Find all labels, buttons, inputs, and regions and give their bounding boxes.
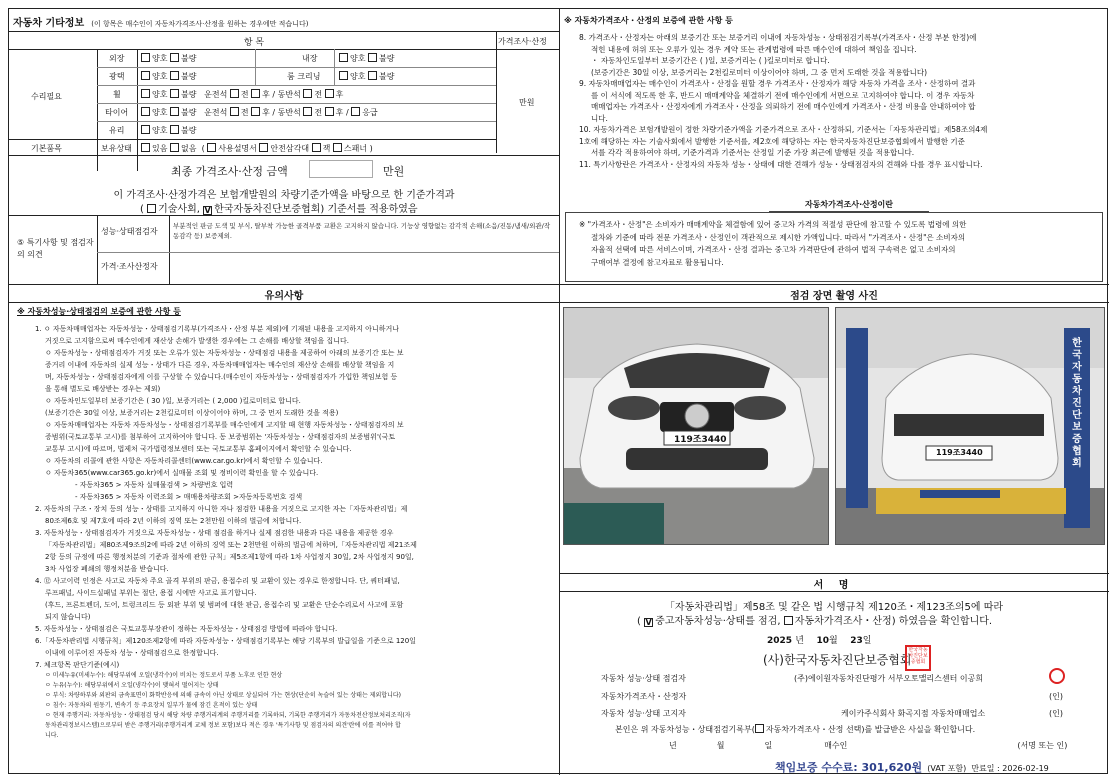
special-perf-text: 부분적인 판금 도색 및 부식, 탈부착 가능한 골격부품 교환은 고지하지 않습니다. 기능상 영향없는 감각적 손해(소음/진동/냄새/외관/작동감각 등) 보증제외. bbox=[173, 222, 551, 240]
notice-line: ㅇ 누유(누수): 해당부위에서 오일(냉각수)이 맺혀서 떨어지는 상태 bbox=[45, 682, 219, 689]
guarantee-line: 매매업자는 가격조사・산정자에게 가격조사・산정을 의뢰하기 전에 매수인에게 가격조사・산정 비용을 안내하여야 합 bbox=[591, 102, 976, 111]
notice-title: 유의사항 bbox=[264, 291, 304, 302]
row-interior: 내장 bbox=[302, 54, 318, 63]
sign-row-notifier-tail: (인) bbox=[1049, 709, 1063, 718]
sign-title: 서 명 bbox=[813, 580, 855, 591]
triangle-checkbox[interactable] bbox=[259, 143, 268, 152]
confirm-line: 본인은 위 자동차성능・상태점검기록부( 자동차가격조사・산정 선택)를 발급받은 사실을 확인합니다. bbox=[615, 725, 976, 734]
notice-line: 5. 자동차성능・상태점검은 국토교통부장관이 정하는 자동차성능・상태점검 방법에 따라야 합니다. bbox=[35, 625, 338, 633]
front-plate: 119조3440 bbox=[674, 435, 727, 445]
tire-good-checkbox[interactable] bbox=[141, 107, 150, 116]
kadwa-banner: 한국자동차진단보증협회 bbox=[1072, 338, 1082, 469]
row-exterior: 외장 bbox=[109, 54, 125, 63]
wheel-driver-rear-checkbox[interactable] bbox=[251, 89, 260, 98]
notice-line: 되지 않습니다) bbox=[45, 613, 91, 621]
row-wheel: 휠 bbox=[113, 90, 121, 99]
notice-line: 증거리 이내에 자동차의 실제 성능・상태가 다른 경우, 자동차매매업자는 매수인의 재산상 손해를 배상할 책임을 지 bbox=[45, 361, 395, 369]
price-box-title: 자동차가격조사·산정이란 bbox=[769, 199, 929, 212]
notice-line: 80조제6호 및 제7호에 따라 2년 이하의 징역 또는 2천만원 이하의 벌금에 처합니다. bbox=[45, 517, 302, 525]
wheel-bad-checkbox[interactable] bbox=[170, 89, 179, 98]
basic-have-checkbox[interactable] bbox=[141, 143, 150, 152]
kadwa-checkbox[interactable] bbox=[203, 206, 212, 215]
notice-line: 거짓으로 고지함으로써 매수인에게 재산상 손해가 발생한 경우에는 그 손해를 배상할 책임을 집니다. bbox=[45, 337, 349, 345]
front-photo bbox=[563, 307, 829, 545]
notice-line: 며, 자동차성능・상태점검자에게 이를 구상할 수 있습니다.(매수인이 자동차성능・상태점검자가 가입한 책임보험 등 bbox=[45, 373, 398, 381]
association-name: (사)한국자동차진단보증협회 bbox=[763, 653, 912, 667]
notice-line: 3차 사업장 폐쇄의 행정처분을 받습니다. bbox=[45, 565, 169, 573]
notice-line: 3. 자동차성능・상태점검자가 거짓으로 자동차성능・상태 점검을 하거나 실제 점검한 내용과 다른 내용을 제공한 경우 bbox=[35, 529, 394, 537]
wheel-passenger-front-checkbox[interactable] bbox=[303, 89, 312, 98]
rear-plate: 119조3440 bbox=[936, 448, 983, 457]
basic-items-status: 보유상태 bbox=[101, 144, 132, 153]
guarantee-line: 서를 각각 적용하여야 하며, 기준가격과 기준서는 산정일 기준 가장 최근에 발행된 것을 적용합니다. bbox=[591, 148, 915, 157]
notice-line: ㅇ 부식: 차량하부와 외판의 금속표면이 화학반응에 의해 금속이 아닌 상태로 상실되어 가는 현상(단순히 녹슬어 있는 상태는 제외합니다) bbox=[45, 692, 402, 699]
notice-line: - 자동차365 > 자동차 이력조회 > 매매용차량조회 >자동차등록번호 검색 bbox=[75, 493, 303, 501]
final-price-won: 만원 bbox=[383, 165, 405, 178]
notice-line: 「자동차관리법」제80조제9조의2에 따라 2년 이하의 징역 또는 2천만원 이하의 벌금에 처하며,「자동차관리법 제21조제 bbox=[45, 541, 417, 549]
other-info-note: (이 항목은 매수인이 자동차가격조사·산정을 원하는 경우에만 적습니다) bbox=[91, 20, 309, 28]
inspector-seal bbox=[1049, 668, 1065, 684]
notice-line: 동차관리정보시스템)으로부터 받은 주행거리(주행거리계 교체 정보 포함)보다 적은 경우 '특기사항 및 점검자의 의견'란에 이를 적어야 합 bbox=[45, 722, 401, 729]
exterior-bad-checkbox[interactable] bbox=[170, 53, 179, 62]
notice-line: 4. ⑫ 사고이력 인정은 사고로 자동차 주요 골격 부위의 판금, 용접수리 및 교환이 있는 경우로 한정합니다. 단, 쿼터패널, bbox=[35, 577, 400, 585]
wheel-driver-front-checkbox[interactable] bbox=[230, 89, 239, 98]
notice-list bbox=[35, 323, 555, 741]
price-guarantee-title: ※ 자동차가격조사・산정의 보증에 관한 사항 등 bbox=[564, 16, 733, 25]
confirm-price-checkbox[interactable] bbox=[755, 724, 764, 733]
notice-line: ㅇ 침수: 자동차의 원동기, 변속기 등 주요장치 일부가 물에 잠긴 흔적이 있는 상태 bbox=[45, 702, 258, 709]
tire-emergency-checkbox[interactable] bbox=[351, 107, 360, 116]
notice-line: ㅇ 자동차의 리콜에 관한 사항은 자동차리콜센터(www.car.go.kr)에서 확인할 수 있습니다. bbox=[45, 457, 323, 465]
sign-row-inspector-label: 자동차 성능·상태 점검자 bbox=[601, 674, 686, 683]
special-price-label: 가격·조사산정자 bbox=[101, 262, 158, 271]
other-info-title: 자동차 기타정보 bbox=[13, 18, 85, 29]
buyer-line: 년 월 일 매수인 (서명 또는 인) bbox=[669, 741, 1068, 750]
guarantee-line: 9. 자동차매매업자는 매수인이 가격조사・산정을 원할 경우 가격조사・산정자가 해당 자동차 가격을 조사・산정하여 결과 bbox=[579, 79, 976, 88]
wheel-good-checkbox[interactable] bbox=[141, 89, 150, 98]
notice-line: 교통부 고시)에 따르며, 법제처 국가법령정보센터 또는 국토교통부 홈페이지에서 확인할 수 있습니다. bbox=[45, 445, 352, 453]
glass-good-checkbox[interactable] bbox=[141, 125, 150, 134]
basic-items-label: 기본품목 bbox=[31, 144, 62, 153]
guarantee-line: 8. 가격조사・산정자는 아래의 보증기간 또는 보증거리 이내에 자동차성능・상태점검기록부(가격조사・산정 부분 한정)에 bbox=[579, 33, 977, 42]
row-polish: 광택 bbox=[109, 72, 125, 81]
final-price-input[interactable] bbox=[309, 160, 373, 178]
notice-line: 을 통해 별도로 배상받는 경우는 제외) bbox=[45, 385, 161, 393]
interior-good-checkbox[interactable] bbox=[339, 53, 348, 62]
sign-law: 「자동차관리법」제58조 및 같은 법 시행규칙 제120조・제123조의5에 따라 bbox=[664, 602, 1004, 613]
sign-date: 2025 년 10월 23일 bbox=[767, 636, 872, 646]
polish-good-checkbox[interactable] bbox=[141, 71, 150, 80]
special-perf-label: 성능·상태점검자 bbox=[101, 227, 158, 236]
tech-society-checkbox[interactable] bbox=[147, 204, 156, 213]
guarantee-line: (보증기간은 30일 이상, 보증거리는 2천킬로미터 이상이어야 하며, 그 중 먼저 도래한 것을 적용합니다) bbox=[591, 67, 928, 77]
notice-line: ㅇ 자동차매매업자는 자동차 자동차성능・상태점검기록부를 매수인에게 고지할 때 현행 자동차성능・상태점검자의 보 bbox=[45, 421, 404, 429]
col-price-header: 가격조사·산정 bbox=[498, 37, 547, 46]
repair-price-won: 만원 bbox=[519, 98, 535, 107]
price-guarantee-list bbox=[579, 32, 1105, 170]
notice-line: 루프패널, 사이드실패널 부위는 절단, 용접 시에만 사고로 표기합니다. bbox=[45, 589, 257, 597]
other-info-header bbox=[13, 14, 308, 30]
price-check-checkbox[interactable] bbox=[784, 616, 793, 625]
notice-line: 2항 등의 규정에 따른 행정처분의 기준과 절차에 관한 규칙」제5조제1항에 따라 1차 사업정지 30일, 2차 사업정지 90일, bbox=[45, 553, 414, 561]
fee-line: 책임보증 수수료: 301,620원 (VAT 포함) 만료일 : 2026-02-19 bbox=[775, 761, 1049, 774]
sign-row-notifier-label: 자동차 성능·상태 고지자 bbox=[601, 709, 686, 718]
notice-line: 7. 체크항목 판단기준(예시) bbox=[35, 661, 120, 669]
sign-row-notifier-value: 케이카주식회사 화곡지점 자동차매매업소 bbox=[841, 709, 986, 718]
guarantee-line: 를 이 서식에 적도록 한 후, 반드시 매매계약을 체결하기 전에 매수인에게 서면으로 고지하여야 합니다. 이 경우 자동차 bbox=[591, 90, 975, 100]
basic-none-checkbox[interactable] bbox=[170, 143, 179, 152]
notice-line: ㅇ 자동차365(www.car365.go.kr)에서 실매물 조회 및 정비이력 확인을 할 수 있습니다. bbox=[45, 469, 319, 477]
interior-bad-checkbox[interactable] bbox=[368, 53, 377, 62]
special-notes-label: ⑤ 특기사항 및 점검자의 의견 bbox=[17, 238, 94, 259]
notice-line: (보증기간은 30일 이상, 보증거리는 2천킬로미터 이상이어야 하며, 그 중 먼저 도래한 것을 적용) bbox=[45, 409, 339, 417]
notice-line: 증범위(국토교통부 고시)를 첨부하여 고지하여야 합니다. 동 보증범위는 '자동차성능・상태점검자의 보증범위'(국토 bbox=[45, 433, 396, 441]
performance-record-page: 자동차 기타정보 (이 항목은 매수인이 자동차가격조사·산정을 원하는 경우에만 적습니다) 항 목 가격조사·산정 수리필요 만원 외장 양호 불량 내장 양호 불량 광택 양호 불량 룸 크리닝 양호 불량 휠 양호 불량 운전석 전 후 / 동반석 전 후 타이어 양호 불량 운전석 전 후 / 동반석 전 후 / 응급 유리 양호 불량 기본품목 보유상태 있음 없음 ( 사용설명서 안전삼각대 잭 스패너 ) 최종 가격조사·산정 금액 만원 이 가격조사·산정가격은 보험개발원의 차량기준가액을 바탕으로 한 기준가격과 ( 기술사회, V 한국자동차진단보증협회) 기준서를 적용하였음 ⑤ 특기사항 및 점검자의 의견 성능·상태점검자 부분적인 판금 도색 및 부식, 탈부착 가능한 골격부품 교환은 고지하지 않습니다. 기능상 영향없는 감각적 손해(소음/진동/냄새/외관/작동감각 등) 보증제외. 가격·조사산정자 유의사항 ※ 자동차성능·상태점검의 보증에 관한 사항 등 1. ㅇ 자동차매매업자는 자동차성능・상태점검기록부(가격조사・산정 부분 제외)에 기재된 내용을 고지하지 아니하거나 거짓으로 고지함으로써 매수인에게 재산상 손해가 발생한 경우에는 그 손해를 배상할 책임을 집니다. ㅇ 자동차성능・상태점검자가 거짓 또는 오류가 있는 자동차성능・상태점검 내용을 제공하여 아래의 보증기간 또는 보 증거리 이내에 자동차의 실제 성능・상태가 다른 경우, 자동차매매업자는 매수인의 재산상 손해를 배상할 책임을 지 며, 자동차성능・상태점검자에게 이를 구상할 수 있습니다.(매수인이 자동차성능・상태점검자가 가입한 책임보험 등 을 통해 별도로 배상받는 경우는 제외) ㅇ 자동차인도일부터 보증기간은 ( 30 )일, 보증거리는 ( 2,000 )킬로미터로 합니다. (보증기간은 30일 이상, 보증거리는 2천킬로미터 이상이어야 하며, 그 중 먼저 도래한 것을 적용) ㅇ 자동차매매업자는 자동차 자동차성능・상태점검기록부를 매수인에게 고지할 때 현행 자동차성능・상태점검자의 보 증범위(국토교통부 고시)를 첨부하여 고지하여야 합니다. 동 보증범위는 '자동차성능・상태점검자의 보증범위'(국토 교통부 고시)에 따르며, 법제처 국가법령정보센터 또는 국토교통부 홈페이지에서 확인할 수 있습니다. ㅇ 자동차의 리콜에 관한 사항은 자동차리콜센터(www.car.go.kr)에서 확인할 수 있습니다. ㅇ 자동차365(www.car365.go.kr)에서 실매물 조회 및 정비이력 확인을 할 수 있습니다. - 자동차365 > 자동차 실매물검색 > 차량번호 입력 - 자동차365 > 자동차 이력조회 > 매매용차량조회 >자동차등록번호 검색 2. 자동차의 구조・장치 등의 성능・상태를 고지하지 아니한 자나 점검한 내용을 거짓으로 고지한 자는「자동차관리법」제 80조제6호 및 제7호에 따라 2년 이하의 징역 또는 2천만원 이하의 벌금에 처합니다. 3. 자동차성능・상태점검자가 거짓으로 자동차성능・상태 점검을 하거나 실제 점검한 내용과 다른 내용을 제공한 경우 「자동차관리법」제80조제9조의2에 따라 2년 이하의 징역 또는 2천만원 이하의 벌금에 처하며,「자동차관리법 제21조제 2항 등의 규정에 따른 행정처분의 기준과 절차에 관한 규칙」제5조제1항에 따라 1차 사업정지 30일, 2차 사업정지 90일, 3차 사업장 폐쇄의 행정처분을 받습니다. 4. ⑫ 사고이력 인정은 사고로 자동차 주요 골격 부위의 판금, 용접수리 및 교환이 있는 경우로 한정합니다. 단, 쿼터패널, 루프패널, 사이드실패널 부위는 절단, 용접 시에만 사고로 표기합니다. (후드, 프론트펜더, 도어, 트렁크리드 등 외판 부위 및 범퍼에 대한 판금, 용접수리 및 교환은 단순수리로서 사고에 포함 되지 않습니다) 5. 자동차성능・상태점검은 국토교통부장관이 정하는 자동차성능・상태점검 방법에 따라야 합니다. 6.「자동차관리법 시행규칙」제120조제2항에 따라 자동차성능・상태점검기록부는 해당 기록부의 발급일을 기준으로 120일 이내에 이루어진 자동차 성능・상태점검으로 한정합니다. 7. 체크항목 판단기준(예시) ㅇ 미세누유(미세누수): 해당부위에 오일(냉각수)이 비치는 정도로서 부품 노후로 인한 현상 ㅇ 누유(누수): 해당부위에서 오일(냉각수)이 맺혀서 떨어지는 상태 ㅇ 부식: 차량하부와 외판의 금속표면이 화학반응에 의해 금속이 아닌 상태로 상실되어 가는 현상(단순히 녹슬어 있는 상태는 제외합니다) ㅇ 침수: 자동차의 원동기, 변속기 등 주요장치 일부가 물에 잠긴 흔적이 있는 상태 ㅇ 현재 주행거리: 자동차성능・상태점검 당시 해당 차량 주행거리계의 주행거리를 기록하되, 기록한 주행거리가 자동차전산정보처리조직(자 동차관리정보시스템)으로부터 받은 주행거리(주행거리계 교체 정보 포함)보다 적은 경우 '특기사항 및 점검자의 의견'란에 이를 적어야 합 니다. ※ 자동차가격조사・산정의 보증에 관한 사항 등 8. 가격조사・산정자는 아래의 보증기간 또는 보증거리 이내에 자동차성능・상태점검기록부(가격조사・산정 부분 한정)에 적힌 내용에 허위 또는 오류가 있는 경우 계약 또는 관계법령에 따른 매수인에 대하여 책임을 집니다. ・ 자동차인도일부터 보증기간은 ( )일, 보증거리는 ( )킬로미터로 합니다. (보증기간은 30일 이상, 보증거리는 2천킬로미터 이상이어야 하며, 그 중 먼저 도래한 것을 적용합니다) 9. 자동차매매업자는 매수인이 가격조사・산정을 원할 경우 가격조사・산정자가 해당 자동차 가격을 조사・산정하여 결과 를 이 서식에 적도록 한 후, 반드시 매매계약을 체결하기 전에 매수인에게 서면으로 고지하여야 합니다. 이 경우 자동차 매매업자는 가격조사・산정자에게 가격조사・산정을 의뢰하기 전에 매수인에게 가격조사・산정 비용을 안내하여야 합 니다. 10. 자동차가격은 보험개발원이 정한 차량기준가액을 기준가격으로 조사・산정하되, 기준서는「자동차관리법」제58조의4제 1호에 해당하는 자는 기술사회에서 발행한 기준서를, 제2호에 해당하는 자는 한국자동차진단보증협회에서 발행한 기준 서를 각각 적용하여야 하며, 기준가격과 기준서는 산정일 기준 가장 최근에 발행된 것을 적용합니다. 11. 특기사항란은 가격조사・산정자의 자동차 성능・상태에 대한 견해가 성능・상태점검자의 견해와 다를 경우 표시합니다. 자동차가격조사·산정이란 ※ "가격조사・산정"은 소비자가 매매계약을 체결함에 있어 중고차 가격의 적절성 판단에 참고할 수 있도록 법령에 의한 절차와 기준에 따라 전문 가격조사・산정인이 객관적으로 제시한 가액입니다. 따라서 "가격조사・산정"은 소비자의 자율적 선택에 따른 서비스이며, 가격조사・산정 결과는 중고차 가격판단에 관하여 법적 구속력은 없고 소비자의 구매여부 결정에 참고자료로 활용됩니다. 점검 장면 촬영 사진 119조3440 119조3440 한국자동차진단보증협회 서 명 「자동차관리법」제58조 및 같은 법 시행규칙 제120조・제123조의5에 따라 ( V중고자동차성능·상태를 점검, 자동차가격조사・산정) 하였음을 확인합니다. 2025 년 10월 23일 (사)한국자동차진단보증협회 한국자동차진단보증협회 자동차 성능·상태 점검자 (주)에이원자동차진단평가 서부오토맬리스센터 이공희 자동차가격조사・산정자 (인) 자동차 성능·상태 고지자 케이카주식회사 화곡지점 자동차매매업소 (인) 본인은 위 자동차성능・상태점검기록부( 자동차가격조사・산정 선택)를 발급받은 사실을 확인합니다. 년 월 일 매수인 (서명 또는 인) 책임보증 수수료: 301,620원 (VAT 포함) 만료일 : 2026-02-19 bbox=[8, 8, 1108, 774]
tire-passenger-front-checkbox[interactable] bbox=[303, 107, 312, 116]
cleaning-good-checkbox[interactable] bbox=[339, 71, 348, 80]
final-price-label: 최종 가격조사·산정 금액 bbox=[171, 165, 288, 178]
glass-bad-checkbox[interactable] bbox=[170, 125, 179, 134]
polish-bad-checkbox[interactable] bbox=[170, 71, 179, 80]
association-stamp: 한국자동차진단보증협회 bbox=[905, 645, 931, 671]
notice-line: (후드, 프론트펜더, 도어, 트렁크리드 등 외판 부위 및 범퍼에 대한 판금, 용접수리 및 교환은 단순수리로서 사고에 포함 bbox=[45, 601, 404, 609]
manual-checkbox[interactable] bbox=[207, 143, 216, 152]
notice-line: ㅇ 현재 주행거리: 자동차성능・상태점검 당시 해당 차량 주행거리계의 주행거리를 기록하되, 기록한 주행거리가 자동차전산정보처리조직(자 bbox=[45, 712, 411, 719]
sign-row-price-label: 자동차가격조사・산정자 bbox=[601, 692, 687, 701]
row-tire: 타이어 bbox=[105, 108, 129, 117]
wheel-passenger-rear-checkbox[interactable] bbox=[325, 89, 334, 98]
notice-line: 1. ㅇ 자동차매매업자는 자동차성능・상태점검기록부(가격조사・산정 부분 제외)에 기재된 내용을 고지하지 아니하거나 bbox=[35, 325, 399, 333]
guarantee-line: 1호에 해당하는 자는 기술사회에서 발행한 기준서를, 제2호에 해당하는 자는 한국자동차진단보증협회에서 발행한 기준 bbox=[579, 136, 965, 146]
guarantee-line: 10. 자동차가격은 보험개발원이 정한 차량기준가액을 기준가격으로 조사・산정하되, 기준서는「자동차관리법」제58조의4제 bbox=[579, 125, 988, 134]
guarantee-line: 적힌 내용에 허위 또는 오류가 있는 경우 계약 또는 관계법령에 따른 매수인에 대하여 책임을 집니다. bbox=[591, 44, 917, 54]
guarantee-line: 니다. bbox=[591, 113, 608, 123]
notice-line: 이내에 이루어진 자동차 성능・상태점검으로 한정합니다. bbox=[45, 649, 219, 657]
notice-line: ㅇ 자동차성능・상태점검자가 거짓 또는 오류가 있는 자동차성능・상태점검 내용을 제공하여 아래의 보증기간 또는 보 bbox=[45, 349, 404, 357]
exterior-good-checkbox[interactable] bbox=[141, 53, 150, 62]
notice-line: 2. 자동차의 구조・장치 등의 성능・상태를 고지하지 아니한 자나 점검한 내용을 거짓으로 고지한 자는「자동차관리법」제 bbox=[35, 505, 408, 513]
front-car-image bbox=[564, 308, 829, 545]
price-box-line: 자율적 선택에 따른 서비스이며, 가격조사・산정 결과는 중고차 가격판단에 관하여 법적 구속력은 없고 소비자의 bbox=[591, 245, 956, 254]
price-box-line: 구매여부 결정에 참고자료로 활용됩니다. bbox=[591, 257, 724, 267]
row-glass: 유리 bbox=[109, 126, 125, 135]
rear-car-image bbox=[836, 308, 1105, 545]
repair-label: 수리필요 bbox=[31, 92, 62, 101]
guarantee-line: ・ 자동차인도일부터 보증기간은 ( )일, 보증거리는 ( )킬로미터로 합니다. bbox=[591, 56, 830, 65]
basis-line1: 이 가격조사·산정가격은 보험개발원의 차량기준가액을 바탕으로 한 기준가격과 bbox=[113, 190, 455, 201]
spanner-checkbox[interactable] bbox=[333, 143, 342, 152]
rear-photo bbox=[835, 307, 1105, 545]
price-box-text bbox=[579, 219, 1099, 269]
sign-row-price-tail: (인) bbox=[1049, 692, 1063, 701]
guarantee-line: 11. 특기사항란은 가격조사・산정자의 자동차 성능・상태에 대한 견해가 성능・상태점검자의 견해와 다를 경우 표시합니다. bbox=[579, 159, 983, 169]
row-room-cleaning: 룸 크리닝 bbox=[287, 72, 321, 81]
notice-line: - 자동차365 > 자동차 실매물검색 > 차량번호 입력 bbox=[75, 481, 234, 489]
notice-line: 6.「자동차관리법 시행규칙」제120조제2항에 따라 자동차성능・상태점검기록부는 해당 기록부의 발급일을 기준으로 120일 bbox=[35, 637, 416, 645]
cleaning-bad-checkbox[interactable] bbox=[368, 71, 377, 80]
price-box-line: 절차와 기준에 따라 전문 가격조사・산정인이 객관적으로 제시한 가액입니다. 따라서 "가격조사・산정"은 소비자의 bbox=[591, 232, 966, 242]
tire-driver-front-checkbox[interactable] bbox=[230, 107, 239, 116]
photo-title: 점검 장면 촬영 사진 bbox=[790, 291, 878, 302]
jack-checkbox[interactable] bbox=[312, 143, 321, 152]
tire-driver-rear-checkbox[interactable] bbox=[251, 107, 260, 116]
price-box-line: ※ "가격조사・산정"은 소비자가 매매계약을 체결함에 있어 중고차 가격의 적절성 판단에 참고할 수 있도록 법령에 의한 bbox=[579, 220, 967, 229]
perf-guarantee-title: ※ 자동차성능·상태점검의 보증에 관한 사항 등 bbox=[17, 307, 181, 316]
tire-bad-checkbox[interactable] bbox=[170, 107, 179, 116]
perf-check-checkbox[interactable] bbox=[644, 618, 653, 627]
notice-line: 니다. bbox=[45, 732, 59, 739]
notice-line: ㅇ 미세누유(미세누수): 해당부위에 오일(냉각수)이 비치는 정도로서 부품 노후로 인한 현상 bbox=[45, 672, 283, 679]
col-item-header: 항 목 bbox=[243, 38, 265, 48]
tire-passenger-rear-checkbox[interactable] bbox=[325, 107, 334, 116]
notice-line: ㅇ 자동차인도일부터 보증기간은 ( 30 )일, 보증거리는 ( 2,000 )킬로미터로 합니다. bbox=[45, 397, 301, 405]
sign-row-inspector-value: (주)에이원자동차진단평가 서부오토맬리스센터 이공희 bbox=[794, 674, 984, 683]
